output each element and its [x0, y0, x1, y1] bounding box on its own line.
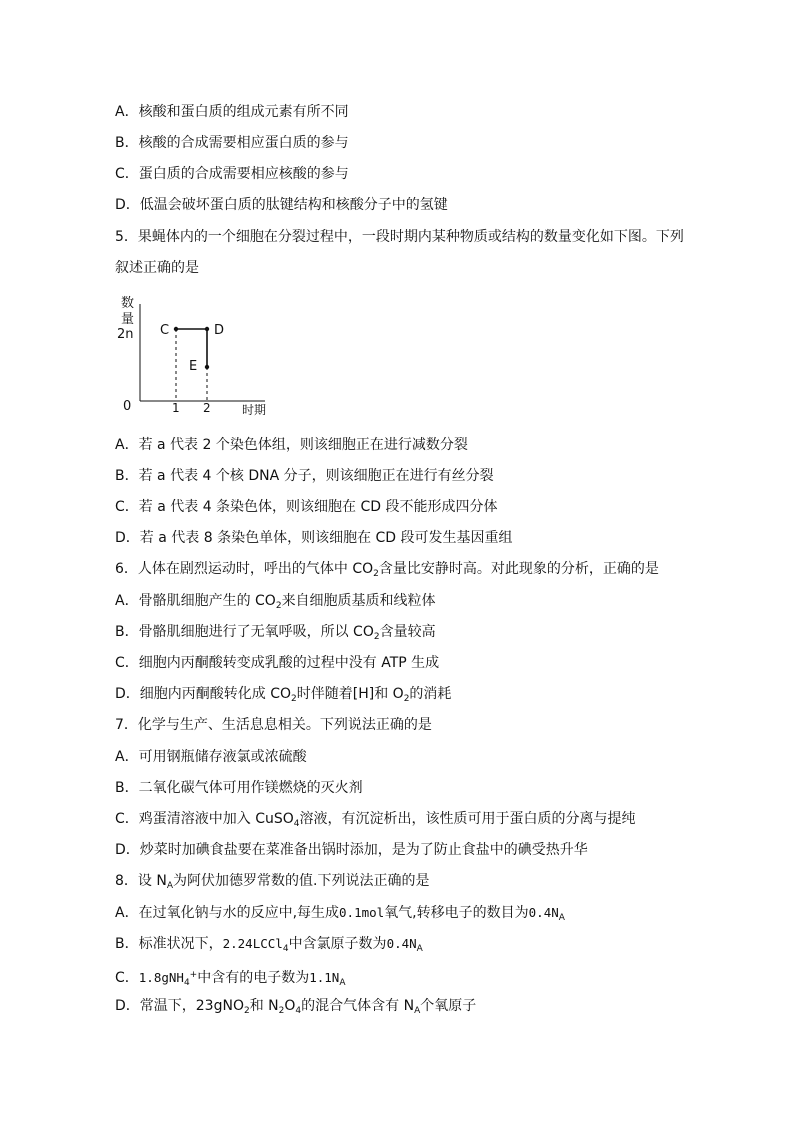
point-c-label: C: [160, 323, 170, 338]
y-axis-label-top: 数: [121, 296, 135, 311]
y-axis-label-bottom: 量: [121, 312, 135, 327]
q5-option-b: B．若 a 代表 4 个核 DNA 分子，则该细胞正在进行有丝分裂: [115, 468, 494, 484]
q6-option-d: D．细胞内丙酮酸转化成 $CO_2$时伴随着[H]和 $O_2$的消耗: [115, 686, 452, 704]
x-tick-1: 1: [172, 401, 180, 415]
q5-stem-line1: 5．果蝇体内的一个细胞在分裂过程中，一段时期内某种物质或结构的数量变化如下图。下列: [115, 229, 684, 245]
q4-option-d: D．低温会破坏蛋白质的肽键结构和核酸分子中的氢键: [115, 197, 448, 213]
q7-option-a: A．可用钢瓶储存液氯或浓硫酸: [115, 749, 307, 765]
point-e-label: E: [189, 359, 198, 374]
q5-option-c: C．若 a 代表 4 条染色体，则该细胞在 CD 段不能形成四分体: [115, 499, 498, 515]
q5-option-d: D．若 a 代表 8 条染色单体，则该细胞在 CD 段可发生基因重组: [115, 530, 513, 546]
q7-option-b: B．二氧化碳气体可用作镁燃烧的灭火剂: [115, 780, 363, 796]
q7-option-c: C．鸡蛋清溶液中加入 CuSO$_4$溶液，有沉淀析出，该性质可用于蛋白质的分离与提纯: [115, 811, 636, 829]
q6-option-c: C．细胞内丙酮酸转变成乳酸的过程中没有 ATP 生成: [115, 655, 440, 671]
q4-option-b: B．核酸的合成需要相应蛋白质的参与: [115, 135, 349, 151]
q8-option-c: C．1.8gNH$_4$+中含有的电子数为$1.1N_A$: [115, 970, 346, 988]
q5-option-a: A．若 a 代表 2 个染色体组，则该细胞正在进行减数分裂: [115, 437, 468, 453]
q8-option-d: D．常温下，23gNO$_2$和 $N_2O_4$的混合气体含有 $N_A$个氧原子: [115, 998, 477, 1016]
q8-stem: 8．设 $N_A$为阿伏加德罗常数的值.下列说法正确的是: [115, 873, 430, 891]
q4-option-c: C．蛋白质的合成需要相应核酸的参与: [115, 166, 349, 182]
y-tick-2n: 2n: [117, 327, 134, 342]
q6-stem: 6．人体在剧烈运动时，呼出的气体中 $CO_2$含量比安静时高。对此现象的分析，正确的是: [115, 561, 659, 579]
q7-option-d: D．炒菜时加碘食盐要在菜准备出锅时添加，是为了防止食盐中的碘受热升华: [115, 842, 588, 858]
q8-option-b: B．标准状况下，2.24LCCl$_4$中含氯原子数为$0.4N_A$: [115, 936, 423, 954]
q7-stem: 7．化学与生产、生活息息相关。下列说法正确的是: [115, 717, 432, 733]
x-tick-2: 2: [203, 401, 211, 415]
point-e: [205, 365, 209, 369]
q4-option-a: A．核酸和蛋白质的组成元素有所不同: [115, 104, 349, 120]
point-d-label: D: [214, 323, 225, 338]
q6-option-a: A．骨骼肌细胞产生的 $CO_2$来自细胞质基质和线粒体: [115, 593, 436, 611]
q8-option-a: A．在过氧化钠与水的反应中,每生成0.1mol氧气,转移电子的数目为$0.4N_A$: [115, 905, 565, 923]
origin-label: 0: [123, 399, 132, 414]
q6-option-b: B．骨骼肌细胞进行了无氧呼吸，所以 $CO_2$含量较高: [115, 624, 436, 642]
x-axis-label: 时期: [242, 403, 267, 417]
q5-quantity-graph: [115, 290, 285, 420]
point-d: [205, 327, 209, 331]
point-c: [174, 327, 178, 331]
q5-stem-line2: 叙述正确的是: [115, 260, 199, 276]
